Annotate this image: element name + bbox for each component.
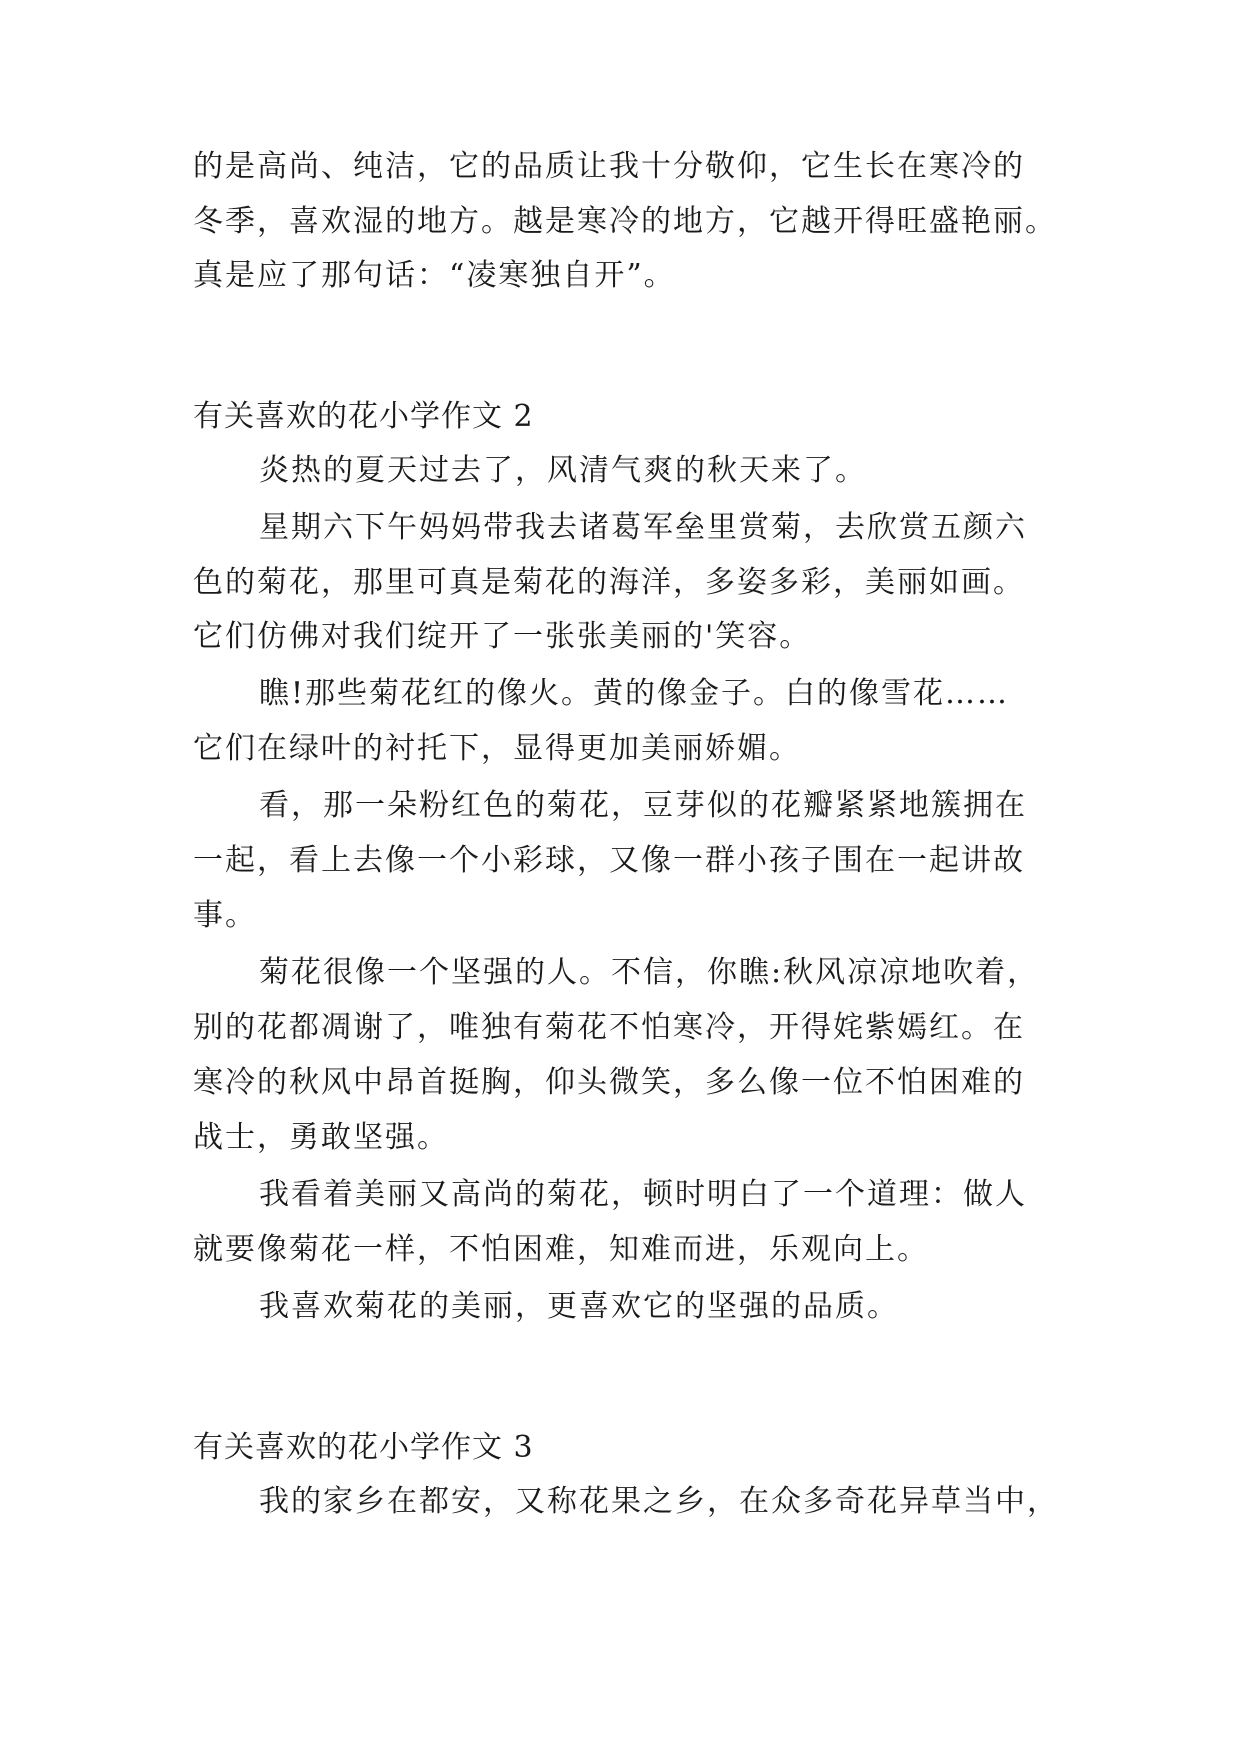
essay2-paragraph-line: 它们在绿叶的衬托下，显得更加美丽娇媚。 bbox=[193, 731, 801, 766]
essay2-paragraph-line: 别的花都凋谢了，唯独有菊花不怕寒冷，开得姹紫嫣红。在 bbox=[193, 1010, 1025, 1045]
essay2-paragraph-line: 菊花很像一个坚强的人。不信，你瞧:秋风凉凉地吹着， bbox=[259, 955, 1040, 990]
intro-line: 的是高尚、纯洁，它的品质让我十分敬仰，它生长在寒冷的 bbox=[193, 149, 1025, 184]
essay2-paragraph-line: 我喜欢菊花的美丽，更喜欢它的坚强的品质。 bbox=[259, 1289, 899, 1324]
essay2-paragraph-line: 我看着美丽又高尚的菊花，顿时明白了一个道理：做人 bbox=[259, 1177, 1027, 1212]
essay2-paragraph-line: 炎热的夏天过去了，风清气爽的秋天来了。 bbox=[259, 453, 867, 488]
essay2-paragraph-line: 瞧!那些菊花红的像火。黄的像金子。白的像雪花…… bbox=[259, 676, 1010, 711]
essay2-paragraph-line: 色的菊花，那里可真是菊花的海洋，多姿多彩，美丽如画。 bbox=[193, 565, 1025, 600]
essay3-paragraph-line: 我的家乡在都安，又称花果之乡，在众多奇花异草当中， bbox=[259, 1484, 1059, 1519]
essay2-paragraph-line: 寒冷的秋风中昂首挺胸，仰头微笑，多么像一位不怕困难的 bbox=[193, 1065, 1025, 1100]
essay2-paragraph-line: 就要像菊花一样，不怕困难，知难而进，乐观向上。 bbox=[193, 1232, 929, 1267]
essay2-title: 有关喜欢的花小学作文 2 bbox=[193, 399, 534, 434]
essay2-paragraph-line: 事。 bbox=[193, 898, 257, 933]
essay2-paragraph-line: 它们仿佛对我们绽开了一张张美丽的'笑容。 bbox=[193, 619, 812, 654]
essay2-paragraph-line: 看，那一朵粉红色的菊花，豆芽似的花瓣紧紧地簇拥在 bbox=[259, 788, 1027, 823]
essay2-paragraph-line: 星期六下午妈妈带我去诸葛军垒里赏菊，去欣赏五颜六 bbox=[259, 510, 1027, 545]
intro-line: 真是应了那句话：“凌寒独自开”。 bbox=[193, 258, 676, 293]
essay2-paragraph-line: 一起，看上去像一个小彩球，又像一群小孩子围在一起讲故 bbox=[193, 843, 1025, 878]
intro-line: 冬季，喜欢湿的地方。越是寒冷的地方，它越开得旺盛艳丽。 bbox=[193, 204, 1057, 239]
essay3-title: 有关喜欢的花小学作文 3 bbox=[193, 1430, 534, 1465]
essay2-paragraph-line: 战士，勇敢坚强。 bbox=[193, 1120, 449, 1155]
